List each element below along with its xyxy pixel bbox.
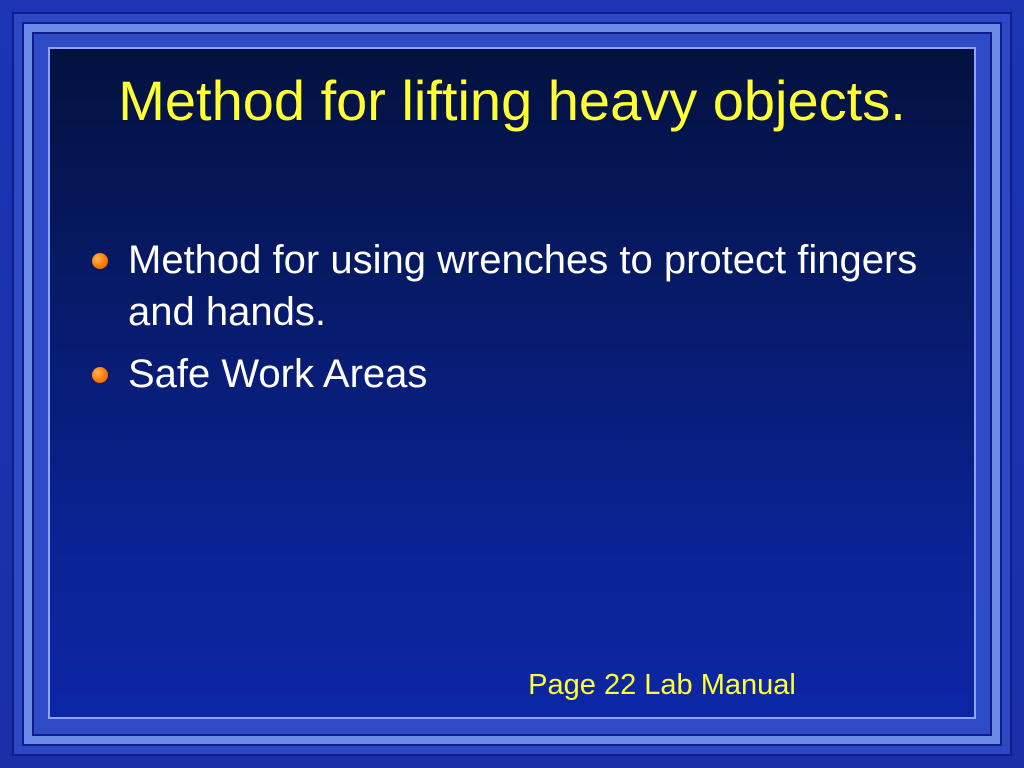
bullet-list [90,234,920,410]
bullet-dot-icon [92,253,108,269]
bullet-item [90,234,920,338]
slide-footer: Page 22 Lab Manual [528,669,796,701]
bullet-dot-icon [92,367,108,383]
slide-title: Method for lifting heavy objects. [118,69,906,132]
slide-content [48,47,976,719]
bullet-text: Method for using wrenches to protect fingers and hands. [128,238,918,334]
bullet-item [90,348,920,400]
bullet-text: Safe Work Areas [128,352,428,396]
